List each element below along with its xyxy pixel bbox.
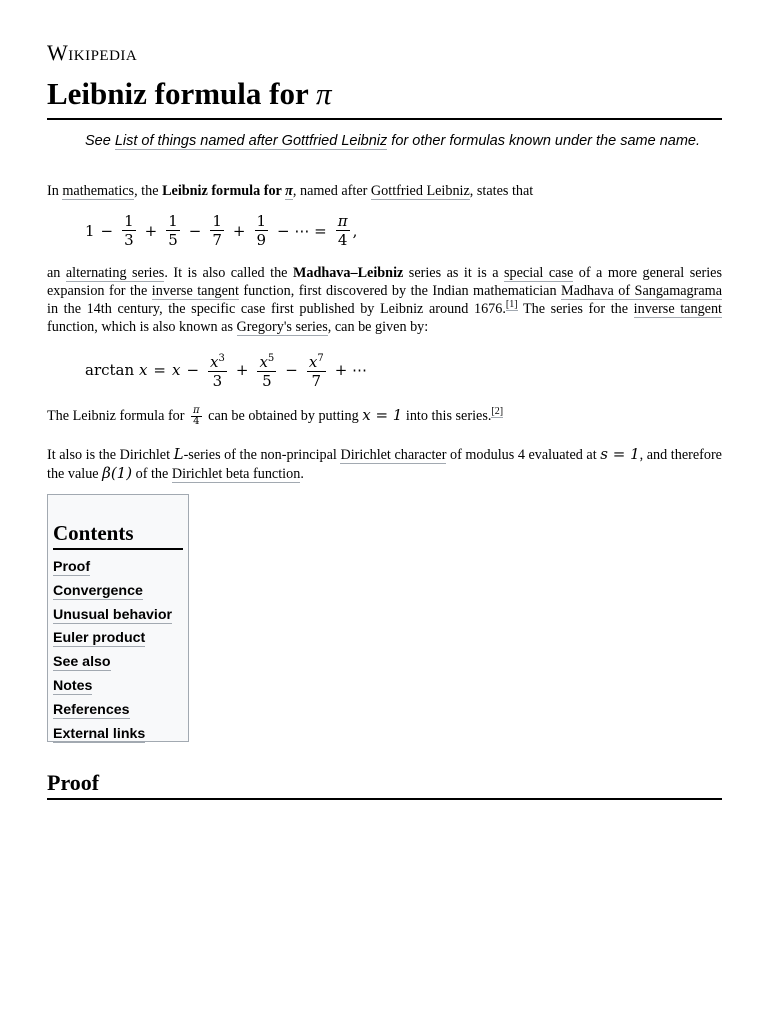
formula-fraction <box>257 350 276 390</box>
variable: x <box>171 361 181 379</box>
text: In <box>47 183 63 199</box>
toc-item[interactable] <box>53 604 183 628</box>
link-inverse-tangent[interactable]: inverse tangent <box>633 301 723 317</box>
text: It also is the Dirichlet <box>47 447 174 463</box>
formula-operator: = <box>153 361 166 379</box>
variable: x <box>259 353 268 371</box>
denominator: 5 <box>262 372 272 390</box>
reference-1[interactable]: [1] <box>505 299 518 311</box>
inline-math: s = 1 <box>600 445 640 463</box>
inline-math: β(1) <box>102 464 133 482</box>
hatnote <box>85 133 705 150</box>
toc-link[interactable]: External links <box>53 725 146 742</box>
wikipedia-wordmark[interactable]: Wikipedia <box>47 40 138 65</box>
formula-operator: + <box>232 221 246 240</box>
toc-item[interactable] <box>53 675 183 699</box>
text: in the 14th century, the specific case first published by Leibniz around 1676. <box>47 301 506 317</box>
dirichlet-paragraph <box>47 445 722 483</box>
toc-link[interactable]: Proof <box>53 559 91 575</box>
exponent: 7 <box>317 353 324 364</box>
intro-paragraph <box>47 182 722 200</box>
inline-fraction <box>191 406 202 427</box>
denominator: 7 <box>311 372 322 390</box>
text: function, which is also known as <box>47 319 237 335</box>
text: -series of the non-principal <box>183 447 341 463</box>
link-dirichlet-character[interactable]: Dirichlet character <box>340 447 447 463</box>
page-title <box>47 76 722 120</box>
toc-item[interactable] <box>53 556 183 580</box>
numerator: 1 <box>124 212 134 230</box>
inline-math: x = 1 <box>362 406 403 424</box>
link-inverse-tangent[interactable]: inverse tangent <box>151 283 239 299</box>
text: an <box>47 265 66 281</box>
formula-operator: + <box>144 221 158 240</box>
toc-link[interactable]: Euler product <box>53 630 146 647</box>
pi-over-4-paragraph <box>47 406 722 427</box>
leibniz-series-formula <box>85 212 357 249</box>
numerator: 1 <box>256 212 267 230</box>
madhava-paragraph <box>47 264 722 336</box>
toc-item[interactable] <box>53 651 183 675</box>
table-of-contents <box>47 494 189 742</box>
toc-link[interactable]: References <box>53 701 130 718</box>
toc-link[interactable]: Convergence <box>53 582 143 599</box>
exponent: 3 <box>218 353 225 364</box>
variable: x <box>210 353 219 371</box>
toc-item[interactable] <box>53 699 183 723</box>
toc-item[interactable] <box>53 627 183 651</box>
hatnote-prefix: See <box>85 133 115 149</box>
numerator <box>307 350 326 372</box>
formula-fraction <box>208 350 227 390</box>
denominator: 4 <box>193 416 200 428</box>
arctan-series-formula <box>85 350 373 390</box>
denominator: 4 <box>337 231 348 249</box>
formula-fraction <box>210 212 224 249</box>
formula-rhs-fraction <box>336 212 350 249</box>
text: into this series. <box>402 408 492 424</box>
bold-term: Leibniz formula for <box>162 183 286 199</box>
toc-link[interactable]: Notes <box>53 677 93 694</box>
formula-tail: + ⋯ <box>334 361 368 379</box>
text: , named after <box>292 183 371 199</box>
inline-math: L <box>173 445 184 463</box>
text: , can be given by: <box>327 319 429 335</box>
text: can be obtained by putting <box>204 408 363 424</box>
text: The Leibniz formula for <box>47 408 189 424</box>
numerator: π <box>193 405 200 417</box>
numerator: 1 <box>168 212 178 230</box>
link-madhava[interactable]: Madhava of Sangamagrama <box>561 283 723 299</box>
formula-fraction <box>307 350 326 390</box>
title-pi-symbol: π <box>315 76 332 111</box>
denominator: 5 <box>168 231 178 249</box>
link-special-case[interactable]: special case <box>503 265 574 281</box>
text: series as it is a <box>403 265 504 281</box>
link-gottfried-leibniz[interactable]: Gottfried Leibniz <box>370 183 470 199</box>
section-heading-proof: Proof <box>47 770 722 800</box>
numerator: 1 <box>212 212 222 230</box>
text: of a more general series expansion for the <box>47 265 722 299</box>
reference-2[interactable]: [2] <box>491 406 504 418</box>
hatnote-suffix: for other formulas known under the same name. <box>387 133 700 149</box>
text: of the <box>132 466 172 482</box>
toc-item[interactable] <box>53 580 183 604</box>
link-pi[interactable]: π <box>285 183 293 199</box>
toc-item[interactable] <box>53 723 183 747</box>
link-gregorys-series[interactable]: Gregory's series <box>236 319 328 335</box>
text: , states that <box>469 183 534 199</box>
formula-end: , <box>352 221 358 240</box>
denominator: 7 <box>212 231 222 249</box>
text: , the <box>134 183 163 199</box>
bold-term: Madhava–Leibniz <box>292 265 404 281</box>
denominator: 9 <box>256 231 267 249</box>
link-dirichlet-beta-function[interactable]: Dirichlet beta function <box>171 466 301 482</box>
text: . <box>300 466 304 482</box>
toc-list <box>53 556 183 746</box>
formula-tail: − ⋯ = <box>277 221 327 240</box>
text: of modulus 4 evaluated at <box>446 447 601 463</box>
toc-link[interactable]: See also <box>53 654 111 671</box>
link-alternating-series[interactable]: alternating series <box>65 265 165 281</box>
formula-operator: − <box>285 361 298 379</box>
formula-fraction <box>166 212 180 249</box>
text: , and therefore the value <box>47 447 722 482</box>
numerator <box>208 350 227 372</box>
formula-operator: + <box>235 361 249 379</box>
numerator <box>257 350 276 372</box>
toc-title: Contents <box>53 521 183 550</box>
numerator: π <box>337 212 348 230</box>
formula-fraction <box>255 212 269 249</box>
hatnote-link[interactable]: List of things named after Gottfried Leibniz <box>114 133 388 149</box>
formula-operator: − <box>100 221 114 240</box>
formula-fraction <box>122 212 136 249</box>
formula-operator: − <box>188 221 202 240</box>
variable: x <box>308 353 318 371</box>
link-mathematics[interactable]: mathematics <box>62 183 135 199</box>
text: The series for the <box>517 301 634 317</box>
formula-lead-term: 1 <box>85 221 95 240</box>
variable: x <box>138 361 148 379</box>
formula-operator: − <box>186 361 200 379</box>
toc-link[interactable]: Unusual behavior <box>53 606 173 623</box>
denominator: 3 <box>212 372 223 390</box>
exponent: 5 <box>267 353 275 364</box>
text: . It is also called the <box>164 265 293 281</box>
denominator: 3 <box>124 231 134 249</box>
text: function, first discovered by the Indian mathematician <box>238 283 562 299</box>
title-text: Leibniz formula for <box>47 76 316 111</box>
arctan-function: arctan <box>85 361 135 379</box>
